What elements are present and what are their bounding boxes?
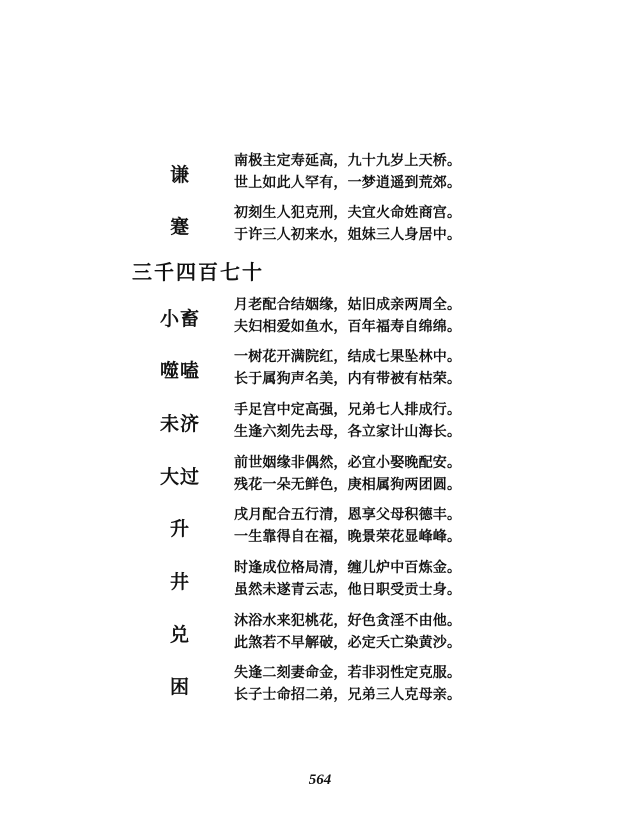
hexagram-name: 小畜 [159, 308, 200, 330]
verse [234, 557, 461, 601]
verse [234, 202, 461, 246]
verse-line-1: 南极主定寿延高，九十九岁上天桥。 [234, 153, 462, 169]
verse-line-2: 长于属狗声名美，内有带被有枯荣。 [234, 371, 462, 387]
verse [234, 399, 461, 443]
verse-line-2: 虽然未遂青云志，他日职受贡士身。 [234, 582, 462, 598]
section-title: 三千四百七十 [132, 260, 264, 284]
hexagram-name: 谦 [169, 164, 190, 186]
verse-line-2: 夫妇相爱如鱼水，百年福寿自绵绵。 [234, 319, 462, 335]
verse [234, 150, 461, 194]
verse-line-2: 于许三人初来水，姐妹三人身居中。 [234, 227, 462, 243]
hexagram-name: 困 [169, 676, 190, 698]
entry-sheng [0, 504, 640, 550]
entry-dui [0, 610, 640, 656]
hexagram-name: 未济 [159, 413, 200, 435]
entry-kun [0, 662, 640, 708]
verse-line-1: 戌月配合五行清，恩享父母积德丰。 [234, 507, 462, 523]
verse-line-1: 初刻生人犯克刑，夫宜火命姓商宫。 [234, 205, 462, 221]
page-number: 564 [308, 772, 332, 788]
entry-jian [0, 202, 640, 248]
verse-line-2: 此煞若不早解破，必定夭亡染黄沙。 [234, 635, 462, 651]
verse [234, 452, 461, 496]
hexagram-name: 兑 [169, 624, 190, 646]
entry-jing [0, 557, 640, 603]
verse-line-2: 残花一朵无鲜色，庚相属狗两团圆。 [234, 477, 462, 493]
hexagram-name: 噬嗑 [159, 360, 200, 382]
verse-line-2: 生逢六刻先去母，各立家计山海长。 [234, 424, 462, 440]
verse [234, 294, 461, 338]
verse [234, 610, 461, 654]
verse-line-1: 一树花开满院红，结成七果坠林中。 [234, 349, 462, 365]
verse-line-2: 世上如此人罕有，一梦逍遥到荒郊。 [234, 175, 462, 191]
hexagram-name: 升 [169, 518, 190, 540]
verse-line-2: 一生靠得自在福，晚景荣花显峰峰。 [234, 529, 462, 545]
verse-line-1: 前世姻缘非偶然，必宜小娶晚配安。 [234, 455, 462, 471]
entry-qian [0, 150, 640, 196]
hexagram-name: 大过 [159, 466, 200, 488]
verse [234, 504, 461, 548]
hexagram-name: 蹇 [169, 216, 190, 238]
verse-line-1: 失逢二刻妻命金，若非羽性定克服。 [234, 665, 462, 681]
verse-line-1: 沐浴水来犯桃花，好色贪淫不由他。 [234, 613, 462, 629]
entry-shike [0, 346, 640, 392]
hexagram-name: 井 [169, 571, 190, 593]
entry-daguo [0, 452, 640, 498]
verse [234, 662, 461, 706]
verse-line-1: 时逢成位格局清，缠儿炉中百炼金。 [234, 560, 462, 576]
verse-line-1: 月老配合结姻缘，姑旧成亲两周全。 [234, 297, 462, 313]
verse-line-2: 长子士命招二弟，兄弟三人克母亲。 [234, 687, 462, 703]
entry-weiji [0, 399, 640, 445]
verse [234, 346, 461, 390]
entry-xiaoxu [0, 294, 640, 340]
verse-line-1: 手足宫中定高强，兄弟七人排成行。 [234, 402, 462, 418]
